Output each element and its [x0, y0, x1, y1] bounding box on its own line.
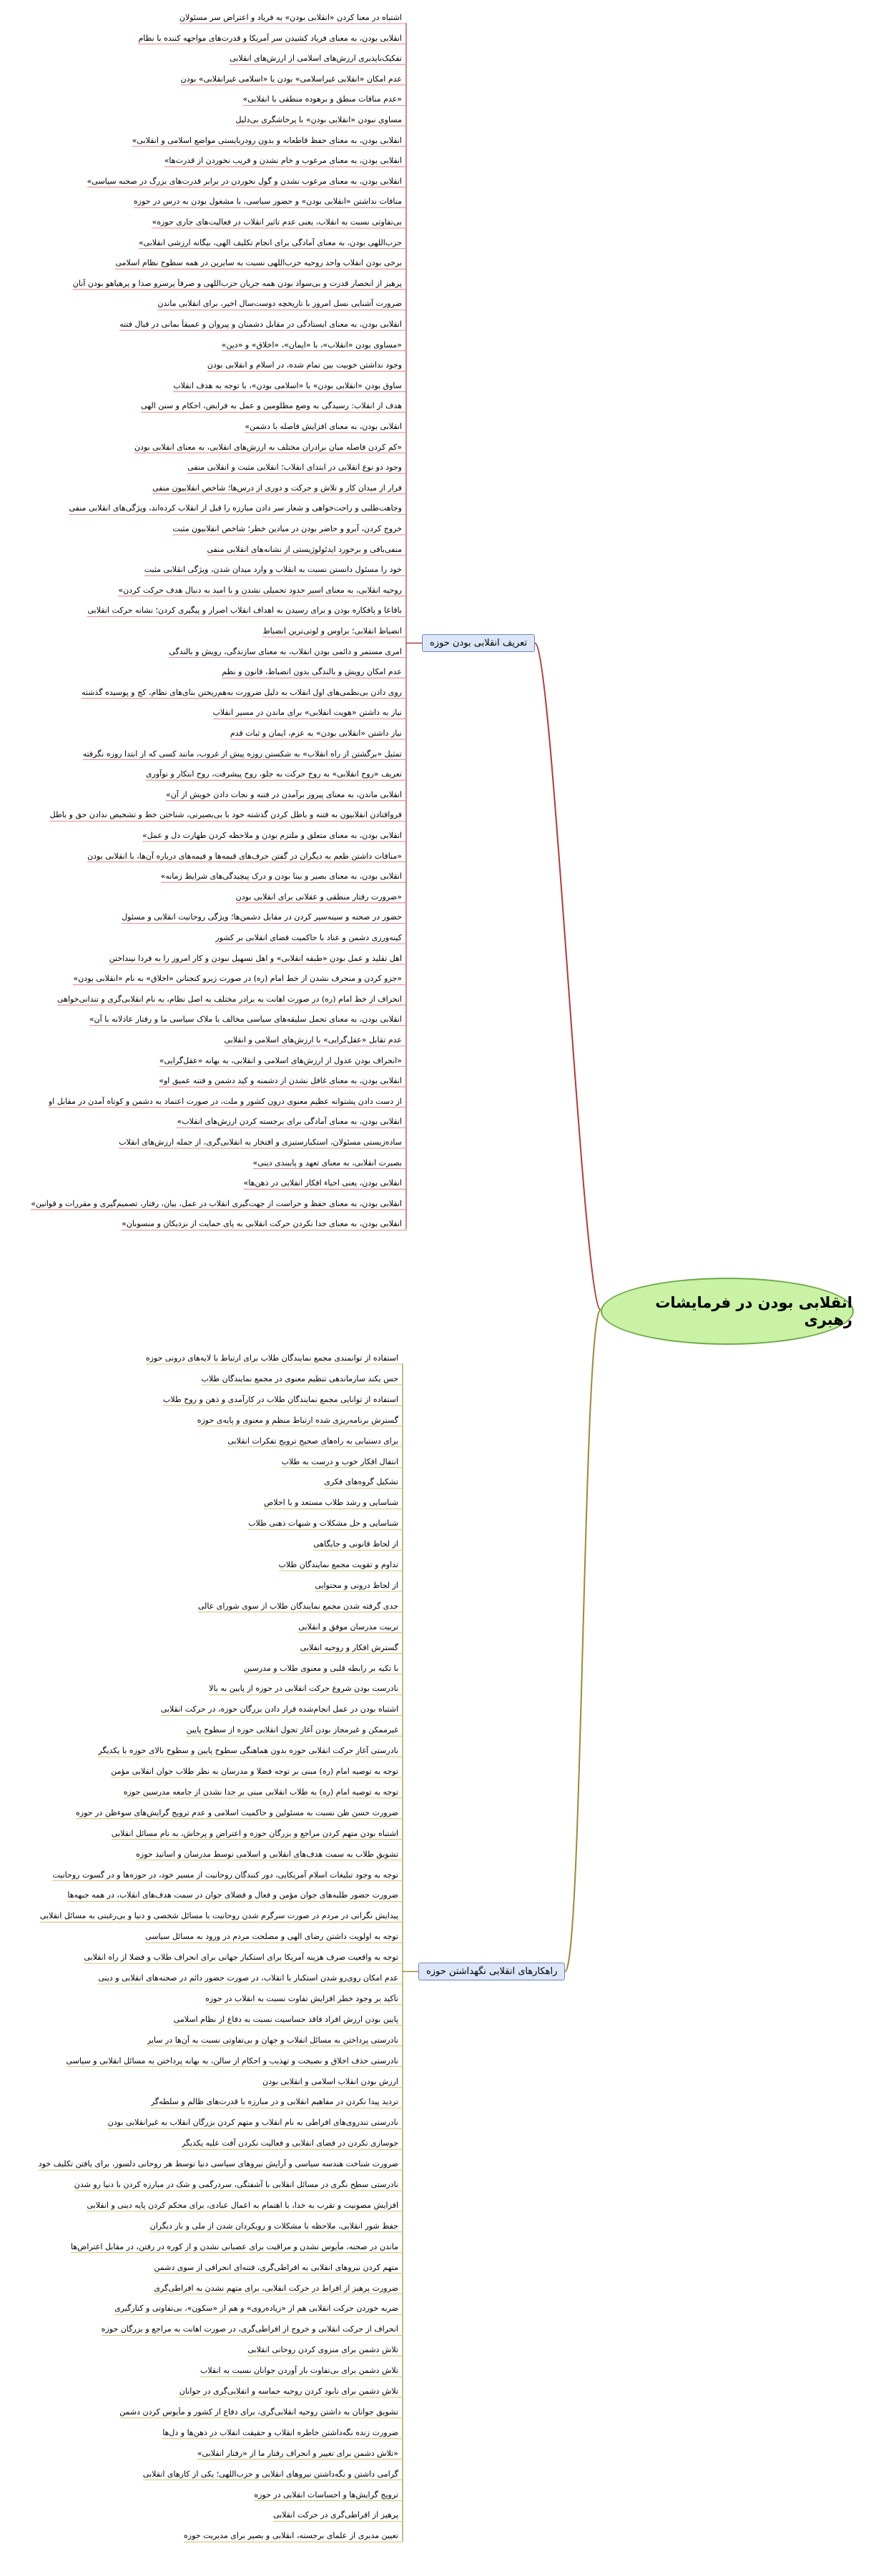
leaf-node[interactable]: تشویق جوانان به داشتن روحیه انقلابی‌گری، برای دفاع از کشور و مأیوس کردن دشمن	[119, 2407, 398, 2417]
leaf-node[interactable]: تداوم و تقویت مجمع نمایندگان طلاب	[278, 1560, 398, 1569]
leaf-node[interactable]: تلاش دشمن برای منزوی کردن روحانی انقلابی	[247, 2345, 398, 2355]
leaf-node[interactable]: نادرستی آغاز حرکت انقلابی حوزه بدون هماهنگی سطوح پایین و سطوح بالای حوزه با یکدیگر	[98, 1746, 398, 1756]
leaf-node[interactable]: منافات نداشتن «انقلابی بودن» و حضور سیاسی، با مشغول بودن به درس در حوزه	[133, 197, 402, 207]
leaf-node[interactable]: تشکیل گروه‌های فکری	[324, 1477, 398, 1487]
leaf-node[interactable]: ساده‌زیستی مسئولان، استکبارستیزی و افتخار به انقلابی‌گری، از جمله ارزش‌های انقلاب	[119, 1138, 402, 1147]
leaf-node[interactable]: نادرستی سطح نگری در مسائل انقلابی با آشفتگی، سردرگمی و شک در مبارزه کردن با دنیا رو شدن	[74, 2180, 398, 2189]
leaf-node[interactable]: حس یکند سازماندهی تنظیم معنوی در مجمع نمایندگان طلاب	[201, 1373, 398, 1383]
leaf-node[interactable]: وجود نداشتن خوبیت بین تمام شده، در اسلام و انقلابی بودن	[207, 360, 402, 370]
leaf-node[interactable]: تردید پیدا نکردن در مفاهیم انقلابی و در مبارزه با قدرت‌های ظالم و سلطه‌گر	[150, 2097, 398, 2107]
leaf-node[interactable]: روحیه انقلابی، به معنای اسیر حدود تحمیلی نشدن و با امید به دنبال هدف حرکت کردن»	[118, 585, 402, 595]
leaf-node[interactable]: «انحراف بودن عدول از ارزش‌های اسلامی و انقلابی، به بهانه «عقل‌گرایی»	[159, 1055, 402, 1065]
leaf-node[interactable]: انقلابی بودن، به معنای مرعوب و خام نشدن و فریب نخوردن از قدرت‌ها»	[164, 156, 402, 166]
leaf-node[interactable]: ضرورت شناخت هندسه سیاسی و آرایش نیروهای سیاسی دنیا توسط هر روحانی دلسوز، برای یافتن تکلیف خود	[38, 2159, 398, 2169]
leaf-node[interactable]: نادرستی پرداختن به مسائل انقلاب و جهان و بی‌تفاوتی نسبت به آن‌ها در سایر	[147, 2035, 398, 2045]
leaf-node[interactable]: بصیرت انقلابی، به معنای تعهد و پایبندی دینی»	[252, 1158, 402, 1168]
leaf-node[interactable]: از دست دادن پشتوانه عظیم معنوی درون کشور و ملت، در صورت اعتماد به دشمن و کوتاه آمدن در مقابل او	[48, 1096, 402, 1106]
leaf-node[interactable]: توجه به واقعیت صرف هزینه آمریکا برای استکبار جهانی برای انحراف طلاب و فضلا از راه انقلابی	[84, 1953, 398, 1963]
leaf-node[interactable]: انقلابی بودن، به معنای فریاد کشیدن سر آمریکا و قدرت‌های مواجهه‌ کننده با نظام	[138, 33, 402, 43]
leaf-node[interactable]: انقلابی بودن، به معنای آمادگی برای برجسته کردن ارزش‌های انقلاب»	[177, 1117, 402, 1127]
leaf-node[interactable]: ضربه خوردن حرکت انقلابی هم از «زیاده‌روی» و هم از «سکون»، بی‌تفاوتی و کنار‌گیری	[114, 2304, 398, 2314]
leaf-node[interactable]: باقاعا و پافکاره بودن و برای رسیدن به اهداف انقلاب اصرار و پیگیری کردن؛ نشانه حرکت انقلابی	[87, 606, 402, 616]
leaf-node[interactable]: «تلاش دشمن برای تغییر و انحراف رفتار ما از «رفتار انقلابی»	[197, 2448, 398, 2458]
leaf-node[interactable]: انقلابی بودن، به معنای متعلق و ملتزم بودن و ملاحظه کردن طهارت دل و عمل»	[142, 831, 402, 840]
leaf-node[interactable]: ساوق بودن «انقلابی بودن» با «اسلامی بودن»، با توجه به هدف انقلاب	[173, 380, 402, 390]
leaf-node[interactable]: توجه به وجود تبلیغات اسلام آمریکایی، دور کنندگان روحانیت از مسیر خود، در حوزه‌ها و در گسوت روحانیت	[52, 1870, 398, 1880]
leaf-node[interactable]: تعیین مدیری از علمای برجسته، انقلابی و بصیر برای مدیریت حوزه	[184, 2531, 398, 2541]
leaf-node[interactable]: مساوی نبودن «انقلابی بودن» با پرخاشگری بی‌دلیل	[235, 115, 402, 124]
leaf-node[interactable]: انضباط انقلابی؛ براوس و لوتی‌ترین انضباط	[262, 626, 402, 636]
leaf-node[interactable]: ماندن در صحنه، مأیوس نشدن و مراقبت برای عصبانی نشدن و از کوره در رفتن، در مقابل اعتراض‌ها	[70, 2241, 398, 2251]
leaf-node[interactable]: تشویق طلاب به سمت هدف‌های انقلابی و اسلامی توسط مدرسان و اساتید حوزه	[136, 1849, 398, 1859]
leaf-node[interactable]: انتقال افکار خوب و درست به طلاب	[281, 1456, 398, 1466]
leaf-node[interactable]: خروج کردن، آبرو و حاضر بودن در میادین خطر؛ شاخص انقلابیون مثبت	[172, 524, 402, 533]
leaf-node[interactable]: روی دادن بی‌نظمی‌های اول انقلاب به دلیل ضرورت به‌هم‌ریختن بنای‌های نظام، کج و پوسیده گذشته	[82, 687, 402, 697]
leaf-node[interactable]: غیرممکن و غیرمجاز بودن آغاز تحول انقلابی حوزه از سطوح پایین	[186, 1725, 398, 1735]
leaf-node[interactable]: ارزش بودن انقلاب اسلامی و انقلابی بودن	[262, 2076, 398, 2086]
leaf-node[interactable]: انحراف از خط امام (ره) در صورت اهانت به برادر مختلف به اصل نظام، به نام انقلابی‌گری و تندانی‌خواهی	[56, 994, 402, 1004]
leaf-node[interactable]: انقلابی بودن، به معنای مرعوب نشدن و گول نخوردن در برابر قدرت‌های بزرگ در صحنه سیاسی»	[87, 176, 402, 186]
leaf-node[interactable]: «ضرورت رفتار منطقی و عقلانی برای انقلابی بودن	[235, 892, 402, 902]
leaf-node[interactable]: تفکیک‌ناپذیری ارزش‌های اسلامی از ارزش‌های انقلابی	[230, 54, 402, 64]
leaf-node[interactable]: نادرستی تندروی‌های افراطی به نام انقلاب و متهم کردن بزرگان انقلاب به غیرانقلابی بودن	[107, 2118, 398, 2128]
leaf-node[interactable]: انقلابی بودن، به معنای حفظ و حراست از جهت‌گیری انقلاب در عمل، بیان، رفتار، تصمیم‌گیری و مقررات و قوانین»	[31, 1198, 402, 1208]
leaf-node[interactable]: ترویج گرایش‌ها و احساسات انقلابی در حوزه	[254, 2489, 398, 2499]
leaf-node[interactable]: جدی گرفته شدن مجمع نمایندگان طلاب از سوی شورای عالی	[197, 1601, 398, 1611]
leaf-node[interactable]: عدم امکان «انقلابی غیراسلامی» بودن یا «اسلامی غیرانقلابی» بودن	[180, 74, 402, 84]
leaf-node[interactable]: عدم تقابل «عقل‌گرایی» با ارزش‌های اسلامی و انقلابی	[224, 1035, 402, 1045]
leaf-node[interactable]: نادرست بودن شروع حرکت انقلابی در حوزه از پایین به بالا	[209, 1684, 398, 1694]
leaf-node[interactable]: اشتباه بودن متهم کردن مراجع و بزرگان حوزه و اعتراض و پرخاش، به نام مسائل انقلابی	[111, 1828, 398, 1838]
leaf-node[interactable]: برخی بودن انقلاب واحد روحیه حزب‌اللهی نسبت به سایرین در همه سطوح نظام اسلامی	[115, 258, 402, 268]
leaf-node[interactable]: نادرستی حذف اخلاق و نصیحت و تهذیب و احکام از سالن، به بهانه پرداختن به مسائل انقلابی و سیاسی	[66, 2056, 398, 2066]
leaf-node[interactable]: فرار از میدان کار و تلاش و حرکت و دوری از درس‌ها؛ شاخص انقلابیون منفی	[152, 483, 402, 493]
leaf-node[interactable]: انقلابی بودن، به معنای تحمل سلیقه‌های سیاسی مخالف با ملاک سیاسی ما و رفتار عادلانه با آن»	[89, 1015, 402, 1025]
leaf-node[interactable]: توجه به توصیه امام (ره) مبنی بر توجه فضلا و مدرسان به نظر طلاب جوان انقلابی مؤمن	[111, 1767, 398, 1776]
leaf-node[interactable]: پرهیز از انحصار قدرت و بی‌سواد بودن همه جریان حزب‌اللهی و صرفاً پرسرو صدا و پرهیاهو بودن آنان	[72, 278, 402, 288]
leaf-node[interactable]: حفظ شور انقلابی، ملاحظه با مشکلات و رویکردان شدن از ملی و بار دیگران	[149, 2221, 398, 2231]
leaf-node[interactable]: انقلابی بودن، به معنای افزایش فاصله با دشمن»	[245, 422, 402, 431]
leaf-node[interactable]: تلاش دشمن برای نابود کردن روحیه حماسه و انقلابی‌گری در جوانان	[179, 2387, 398, 2396]
leaf-node[interactable]: «کم کردن فاصله میان برادران مختلف به ارزش‌های انقلابی، به معنای انقلابی بودن	[134, 442, 402, 452]
leaf-node[interactable]: «مساوی بودن «انقلاب»، با «ایمان»، «اخلاق» و «دین»	[221, 340, 402, 350]
leaf-node[interactable]: کینه‌ورزی دشمن و عناد با حاکمیت فضای انقلابی بر کشور	[215, 933, 402, 942]
leaf-node[interactable]: عدم امکان رویش و بالندگی بدون انضباط، قانون و نظم	[222, 667, 402, 677]
leaf-node[interactable]: پیدایش نگرانی در مردم در صورت سرگرم شدن روحانیت با مسائل شخصی و دنیا و بی‌رغبتی به مسائل انقلابی	[39, 1911, 398, 1921]
leaf-node[interactable]: «منافات داشتن طعم به دیگران در گفتن حرف‌های قیمه‌ها و فیمه‌های درباره آن‌ها، با انقلابی بودن	[87, 851, 402, 861]
leaf-node[interactable]: منفی‌بافی و برخورد ایدئولوژیستی از نشانه‌های انقلابی منفی	[207, 544, 402, 554]
leaf-node[interactable]: ضرورت زنده نگه‌داشتن خاطره انقلاب و حقیقت انقلاب در ذهن‌ها و دل‌ها	[162, 2427, 398, 2437]
leaf-node[interactable]: برای دستیابی به راه‌های صحیح ترویج تفکرات انقلابی	[227, 1436, 398, 1446]
leaf-node[interactable]: از لحاظ درونی و محتوایی	[315, 1580, 398, 1590]
leaf-node[interactable]: انقلابی بودن، به معنای ایستادگی در مقابل دشمنان و پیروان و عمیقاً بمانی در قبال فتنه	[119, 320, 402, 329]
leaf-node[interactable]: ضرورت پرهیز از افراط در حرکت انقلابی، برای متهم نشدن به افراطی‌گری	[154, 2283, 398, 2293]
leaf-node[interactable]: امری مستمر و دائمی بودن انقلاب، به معنای سازندگی، رویش و بالندگی	[169, 646, 402, 656]
leaf-node[interactable]: اهل تقلید و عمل بودن «طبقه انقلابی» و اهل تسهیل نبودن و کار امروز را به فردا نینداختن	[109, 953, 402, 963]
leaf-node[interactable]: انقلابی بودن، به معنای بصیر و بینا بودن و درک پیچیدگی‌های شرایط زمانه»	[160, 872, 402, 882]
leaf-node[interactable]: ضرورت حضور طلبه‌های جوان مؤمن و فعال و فضلای جوان در سمت هدف‌های انقلاب، در همه جبهه‌ها	[67, 1890, 398, 1900]
root-label: انقلابی بودن در فرمایشات رهبری	[655, 1294, 852, 1328]
leaf-node[interactable]: «عدم منافات منطق و برهوده منطقی با انقلابی»	[242, 94, 402, 104]
leaf-node[interactable]: بی‌تفاوتی نسبت به انقلاب، یعنی عدم تاثیر انقلاب در فعالیت‌های جاری حوزه»	[152, 217, 402, 227]
leaf-node[interactable]: انقلابی بودن، یعنی احیاء افکار انقلابی در ذهن‌ها»	[243, 1178, 402, 1188]
leaf-node[interactable]: انقلابی بودن، به معنای غافل نشدن از دشمنه و کید دشمن و فتنه عمیق او»	[159, 1076, 402, 1086]
leaf-node[interactable]: پایین بودن ارزش افراد فاقد حساسیت نسبت به دفاع از نظام اسلامی	[173, 2014, 398, 2024]
leaf-node[interactable]: جوسازی نکردن در فضای انقلابی و فعالیت نکردن آفت علیه یکدیگر	[181, 2138, 398, 2148]
leaf-node[interactable]: تلاش دشمن برای بی‌تفاوت بار آوردن جوانان نسبت به انقلاب	[200, 2366, 398, 2376]
leaf-node[interactable]: توجه به اولویت داشتن رضای الهی و مصلحت مردم در ورود به مسائل سیاسی	[145, 1932, 398, 1942]
leaf-node[interactable]: انقلابی بودن، به معنای جدا نکردن حرکت انقلابی به پای حمایت از نزدیکان و منسوبان»	[122, 1219, 402, 1229]
leaf-node[interactable]: متهم کردن نیروهای انقلابی به افراطی‌گری، فتنه‌ای انحرافی از سوی دشمن	[154, 2262, 398, 2272]
leaf-node[interactable]: شناسایی و رشد طلاب مستعد و با اخلاص	[264, 1498, 398, 1508]
leaf-node[interactable]: با تکیه بر رابطه قلبی و معنوی طلاب و مدرسین	[243, 1663, 398, 1673]
leaf-node[interactable]: تمثیل «برگشتن از راه انقلاب» به شکستن روزه پیش از غروب، مانند کسی که از ابتدا روزه نگرفته	[82, 749, 402, 759]
branch-node[interactable]: راهکارهای انقلابی نگهداشتن حوزه	[418, 1963, 565, 1980]
leaf-node[interactable]: اشتباه در معنا کردن «انقلابی بودن» به فریاد و اعتراض سر مسئولان	[179, 13, 402, 22]
leaf-node[interactable]: پرهیز از افراطی‌گری در حرکت انقلابی	[272, 2510, 398, 2520]
leaf-node[interactable]: ضرورت حسن ظن نسبت به مسئولین و حاکمیت اسلامی و عدم ترویج گرایش‌های سوءظن در حوزه	[76, 1807, 398, 1817]
leaf-node[interactable]: تعریف «روح انقلابی» به روح حرکت به جلو، روح پیشرفت، روح ابتکار و نوآوری	[145, 769, 402, 779]
leaf-node[interactable]: «جزو کردن و منحرف نشدن از خط امام (ره) در صورت زیرو کنجنانن «اخلاق» به نام «انقلابی بودن»	[73, 974, 402, 984]
leaf-node[interactable]: هدف از انقلاب: رسیدگی به وضع مظلومین و عمل به فرایض، احکام و سنن الهی	[141, 401, 402, 411]
leaf-node[interactable]: وجاهت‌طلبی و راحت‌خواهی و شعار سر دادن مبارزه را قبل از انقلاب کرده‌اند، ویژگی‌های انقلابی منفی	[69, 503, 402, 513]
leaf-node[interactable]: اشتباه بودن در عمل انجام‌شده قرار دادن بزرگان حوزه، در حرکت انقلابی	[160, 1704, 398, 1714]
leaf-node[interactable]: انقلابی ماندن، به معنای پیروز برآمدن در فتنه و نجات دادن خویش از آن»	[166, 789, 402, 799]
leaf-node[interactable]: گسترش افکار و روحیه انقلابی	[300, 1642, 398, 1652]
root-node[interactable]	[601, 1278, 854, 1345]
leaf-node[interactable]: گسترش برنامه‌ریزی شده ارتباط منظم و معنوی و پایه‌ی حوزه	[197, 1415, 398, 1425]
leaf-node[interactable]: استفاده از توانایی مجمع نمایندگان طلاب در کارآمدی و ذهن و روح طلاب	[163, 1394, 398, 1404]
leaf-node[interactable]: وجود دو نوع انقلابی در ابتدای انقلاب؛ انقلابی مثبت و انقلابی منفی	[187, 463, 402, 473]
leaf-node[interactable]: گرامی داشتن و نگه‌داشتن نیروهای انقلابی و حزب‌اللهی؛ یکی از کارهای انقلابی	[142, 2469, 398, 2479]
leaf-node[interactable]: افزایش مصونیت و تقرب به خدا، با اهتمام به اعمال عبادی، برای محکم کردن پایه دینی و انقلابی	[87, 2200, 398, 2210]
leaf-node[interactable]: خود را مسئول دانستن نسبت به انقلاب و وارد میدان شدن، ویژگی انقلابی مثبت	[144, 565, 402, 575]
leaf-node[interactable]: شناسایی و حل مشکلات و شبهات ذهنی طلاب	[248, 1519, 398, 1529]
leaf-node[interactable]: ضرورت آشنایی نسل امروز با تاریخچه دوست‌سال اخیر، برای انقلابی ماندن	[157, 299, 402, 309]
leaf-node[interactable]: توجه به توصیه امام (ره) به طلاب انقلابی مبنی بر جدا نشدن از جامعه مدرسین حوزه	[123, 1787, 398, 1797]
leaf-node[interactable]: انقلابی بودن، به معنای حفظ قاطعانه و بدون رودربایستی مواضع اسلامی و انقلابی»	[132, 135, 402, 145]
leaf-node[interactable]: نیاز داشتن «انقلابی بودن» به عزم، ایمان و ثبات قدم	[230, 729, 402, 738]
leaf-node[interactable]: استفاده از توانمندی مجمع نمایندگان طلاب برای ارتباط با لایه‌های درونی حوزه	[145, 1353, 398, 1363]
leaf-node[interactable]: از لحاظ قانونی و جایگاهی	[313, 1539, 398, 1549]
leaf-node[interactable]: حضور در صحنه و سینه‌سپر کردن در مقابل دشمن‌ها؛ ویژگی روحانیت انقلابی و مسئول	[122, 912, 402, 922]
leaf-node[interactable]: نیاز به داشتن «هویت انقلابی» برای ماندن در مسیر انقلاب	[212, 708, 402, 718]
leaf-node[interactable]: انحراف از حرکت انقلابی و خروج از افراطی‌گری، در صورت اهانت به مراجع و بزرگان حوزه	[101, 2324, 398, 2334]
leaf-node[interactable]: حزب‌اللهی بودن، به معنای آمادگی برای انجام تکلیف الهی، بیگانه ارزشی انقلابی»	[138, 237, 402, 247]
leaf-node[interactable]: تربیت مدرسان موفق و انقلابی	[298, 1622, 398, 1632]
leaf-node[interactable]: فروافتادن انقلابیون به فتنه و باطل کردن گذشته خود با بی‌بصیرتی، شناختن خط و تشخیص ندادن حق و باطل	[49, 810, 402, 820]
branch-node[interactable]: تعریف انقلابی بودن حوزه	[422, 634, 535, 652]
leaf-node[interactable]: عدم امکان روی‌رو شدن استکبار با انقلاب، در صورت حضور دائم در صحنه‌های انقلابی و دینی	[98, 1973, 398, 1983]
leaf-node[interactable]: تأکید بر وجود خطر افزایش تفاوت نسبت به انقلاب در حوزه	[205, 1993, 398, 2003]
